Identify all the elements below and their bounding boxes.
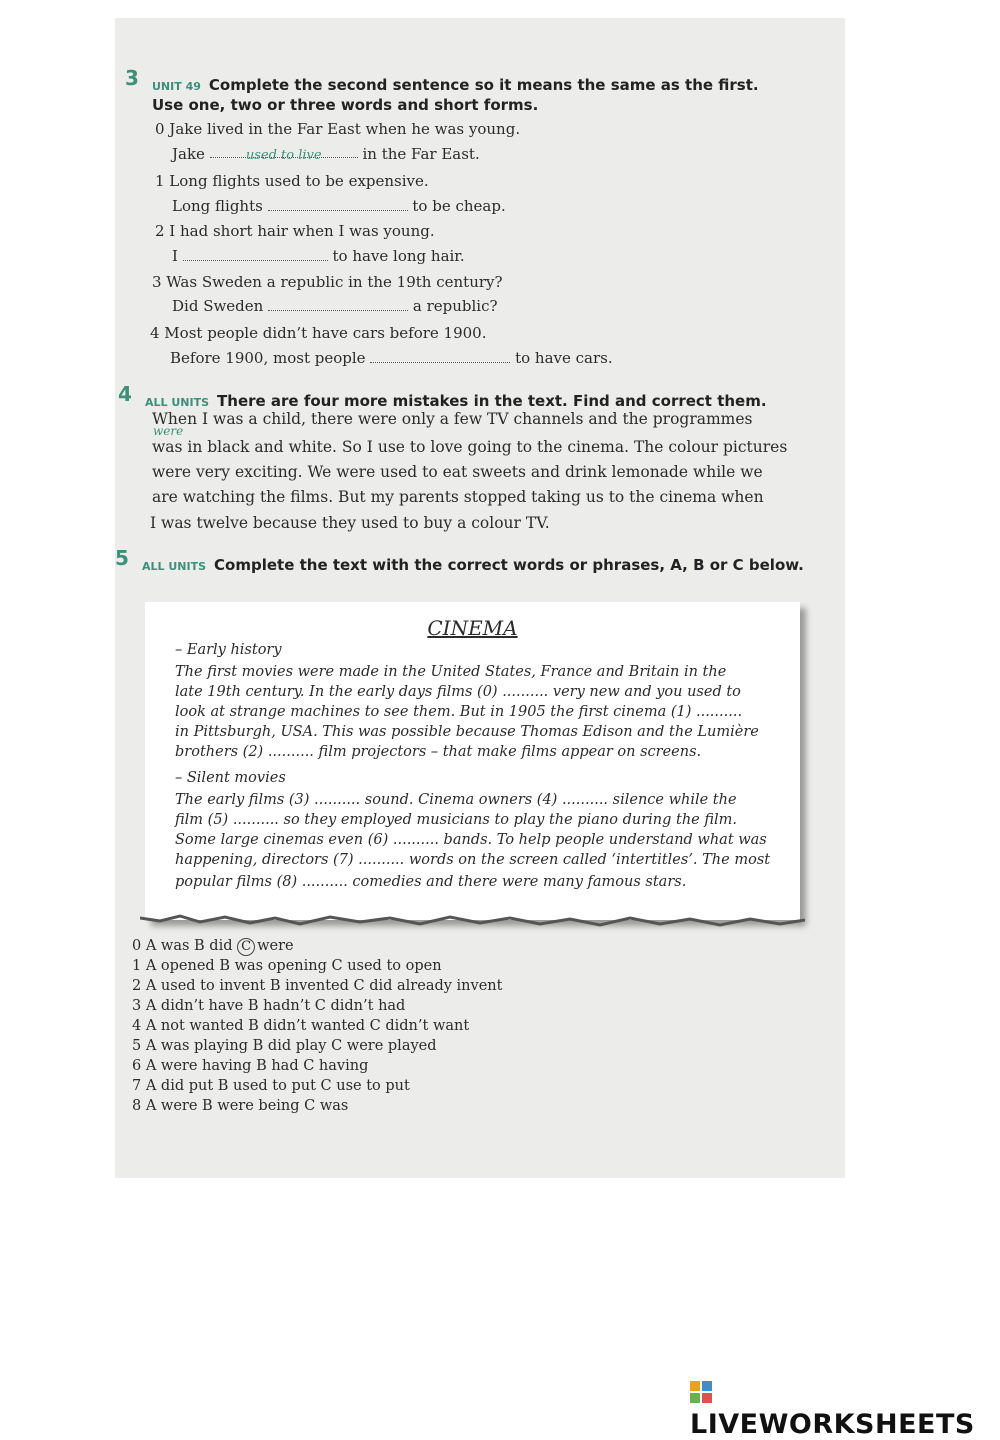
exercise-4-number: 4 (118, 382, 132, 406)
cinema-text-card (145, 602, 800, 920)
circled-answer[interactable]: C (237, 938, 255, 956)
ex3-item-1-sentence: 1 Long flights used to be expensive. (155, 172, 429, 190)
ex5-option-row-2[interactable]: 2 A used to invent B invented C did already invent (132, 978, 503, 994)
ex4-text-line-5: I was twelve because they used to buy a colour TV. (150, 514, 550, 532)
ex3-item-4-sentence: 4 Most people didn’t have cars before 1900. (150, 324, 487, 342)
card-line: film (5) .......... so they employed musicians to play the piano during the film. (175, 812, 738, 828)
ex4-text-line-3: were very exciting. We were used to eat sweets and drink lemonade while we (152, 463, 763, 481)
ex3-item-1-rewrite: Long flights to be cheap. (172, 197, 506, 215)
ex4-correction-example: were (153, 424, 184, 438)
ex3-item-3-answer[interactable] (268, 298, 408, 311)
ex4-text-line-2: was in black and white. So I use to love going to the cinema. The colour pictures (152, 438, 788, 456)
ex5-option-row-4[interactable]: 4 A not wanted B didn’t wanted C didn’t want (132, 1018, 470, 1034)
exercise-3-unit: UNIT 49 (152, 80, 201, 93)
ex5-option-row-1[interactable]: 1 A opened B was opening C used to open (132, 958, 442, 974)
ex3-item-2-sentence: 2 I had short hair when I was young. (155, 222, 435, 240)
exercise-3-instruction-2: Use one, two or three words and short forms. (152, 96, 539, 114)
card-line: The first movies were made in the United States, France and Britain in the (175, 664, 727, 680)
cinema-title: CINEMA (427, 616, 518, 640)
exercise-3-number: 3 (125, 66, 139, 90)
ex3-item-0-sentence: 0 Jake lived in the Far East when he was young. (155, 120, 521, 138)
exercise-3-instruction: UNIT 49 Complete the second sentence so it means the same as the first. (152, 76, 759, 94)
card-line: – Silent movies (175, 770, 286, 786)
ex5-option-row-3[interactable]: 3 A didn’t have B hadn’t C didn’t had (132, 998, 406, 1014)
torn-edge (140, 912, 805, 928)
liveworksheets-logo-icon (690, 1381, 714, 1405)
exercise-4-unit: ALL UNITS (145, 396, 210, 409)
liveworksheets-logo: LIVEWORKSHEETS (690, 1378, 1000, 1440)
ex4-text-line-4: are watching the films. But my parents stopped taking us to the cinema when (152, 488, 764, 506)
card-line: brothers (2) .......... film projectors – that make films appear on screens. (175, 744, 702, 760)
card-line: popular films (8) .......... comedies and there were many famous stars. (175, 874, 687, 890)
card-line: – Early history (175, 642, 282, 658)
ex3-item-1-answer[interactable] (268, 198, 408, 211)
ex3-item-0-answer[interactable]: used to live (210, 145, 358, 158)
ex5-option-row-0: 0 A was B did C were (132, 938, 294, 954)
ex3-item-2-rewrite: I to have long hair. (172, 247, 465, 265)
exercise-5-instruction: ALL UNITS Complete the text with the correct words or phrases, A, B or C below. (142, 556, 804, 574)
card-line: in Pittsburgh, USA. This was possible because Thomas Edison and the Lumière (175, 724, 759, 740)
ex3-item-2-answer[interactable] (183, 248, 328, 261)
ex3-item-0-rewrite: Jake used to live in the Far East. (172, 145, 480, 163)
ex3-item-3-sentence: 3 Was Sweden a republic in the 19th century? (152, 273, 503, 291)
ex5-option-row-5[interactable]: 5 A was playing B did play C were played (132, 1038, 437, 1054)
ex3-item-4-answer[interactable] (370, 350, 510, 363)
card-line: Some large cinemas even (6) .......... bands. To help people understand what was (175, 832, 767, 848)
ex3-item-4-rewrite: Before 1900, most people to have cars. (170, 349, 613, 367)
ex5-option-row-6[interactable]: 6 A were having B had C having (132, 1058, 369, 1074)
ex5-option-row-8[interactable]: 8 A were B were being C was (132, 1098, 349, 1114)
ex5-option-row-7[interactable]: 7 A did put B used to put C use to put (132, 1078, 410, 1094)
ex3-item-3-rewrite: Did Sweden a republic? (172, 297, 498, 315)
card-line: The early films (3) .......... sound. Cinema owners (4) .......... silence while the (175, 792, 737, 808)
card-line: late 19th century. In the early days films (0) .......... very new and you used to (175, 684, 741, 700)
ex4-text-line-1: When I was a child, there were only a few TV channels and the programmes (152, 410, 753, 428)
exercise-5-unit: ALL UNITS (142, 560, 207, 573)
exercise-5-number: 5 (115, 546, 129, 570)
card-line: look at strange machines to see them. But in 1905 the first cinema (1) .......... (175, 704, 743, 720)
exercise-4-instruction: ALL UNITS There are four more mistakes in the text. Find and correct them. (145, 392, 767, 410)
card-line: happening, directors (7) .......... words on the screen called ‘intertitles’. The most (175, 852, 771, 868)
